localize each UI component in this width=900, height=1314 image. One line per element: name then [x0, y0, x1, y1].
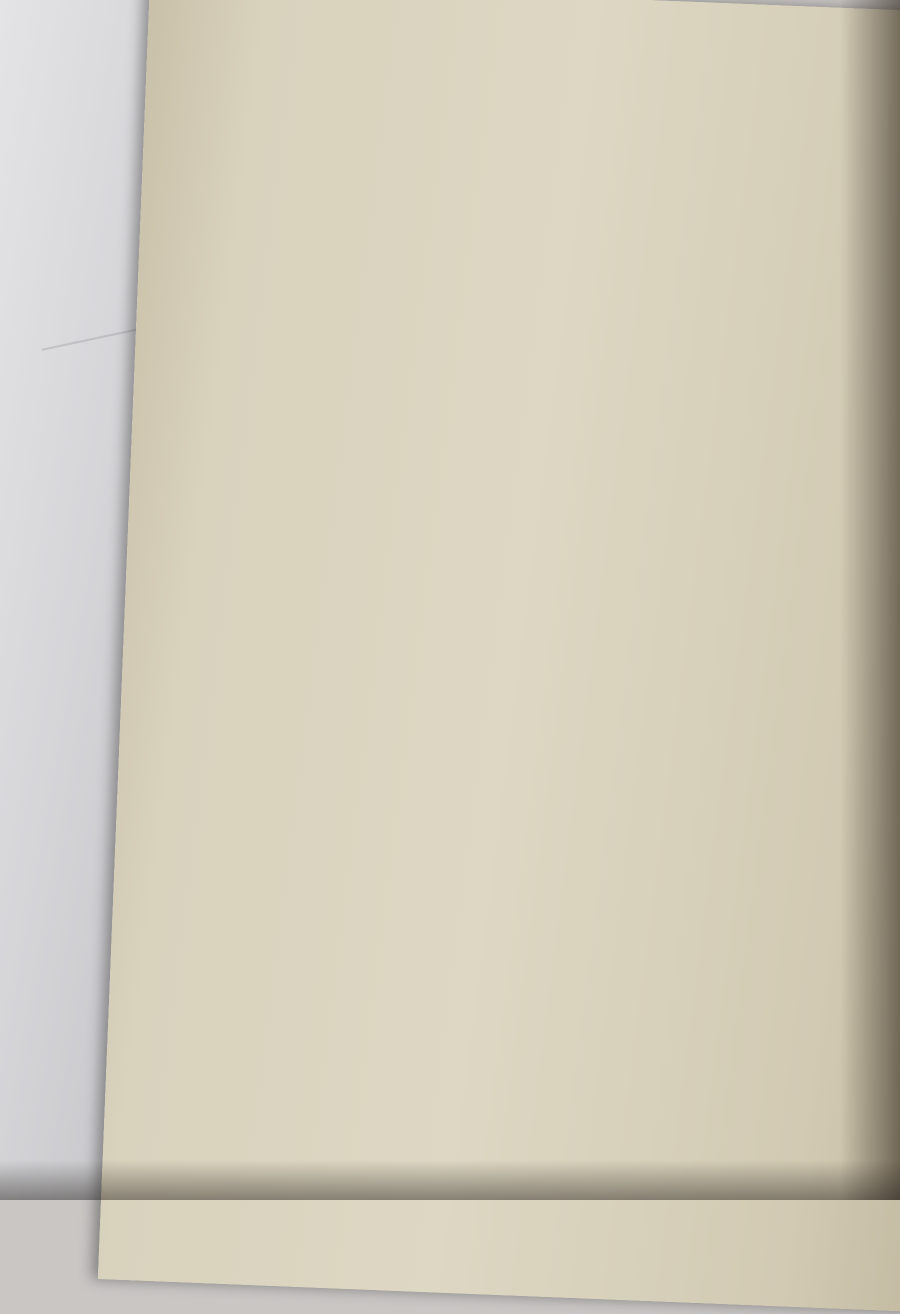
toc-content — [148, 52, 894, 1239]
bottom-shadow — [0, 1160, 900, 1200]
page-edge-shadow — [840, 0, 900, 1200]
